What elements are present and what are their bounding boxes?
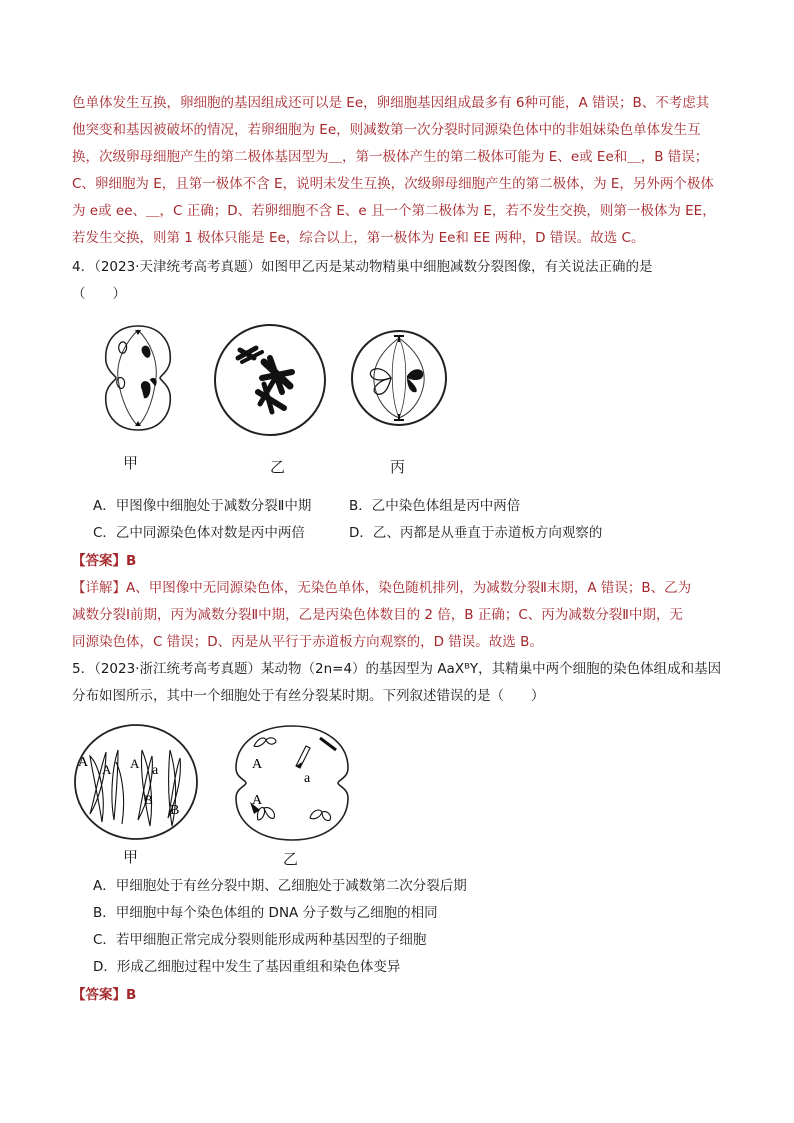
q4-cell-bing-figure xyxy=(349,328,449,428)
q4-caption-bing: 丙 xyxy=(390,458,406,476)
q3-explanation-line: 换，次级卵母细胞产生的第二极体基因型为＿，第一极体产生的第二极体可能为 E、e或 Ee和＿，B 错误； xyxy=(72,149,709,165)
q5-yi-label-A: A xyxy=(252,793,263,808)
q3-explanation-line: 色单体发生互换，卵细胞的基因组成还可以是 Ee，卵细胞基因组成最多有 6种可能，A 错误；B、不考虑其 xyxy=(72,95,710,111)
q5-cell-yi-figure xyxy=(230,722,354,844)
q4-cell-jia-figure xyxy=(98,322,178,434)
q4-option-a: A．甲图像中细胞处于减数分裂Ⅱ中期 xyxy=(93,498,312,514)
q5-caption-yi: 乙 xyxy=(283,850,299,868)
q5-yi-label-a: a xyxy=(304,771,311,786)
q4-detail-line: 同源染色体，C 错误；D、丙是从平行于赤道板方向观察的，D 错误。故选 B。 xyxy=(72,634,543,650)
q4-detail-line: 【详解】A、甲图像中无同源染色体，无染色单体，染色随机排列，为减数分裂Ⅱ末期，A 错误；B、乙为 xyxy=(72,580,692,596)
q5-yi-label-A: A xyxy=(252,757,263,772)
q5-stem: 5．（2023·浙江统考高考真题）某动物（2n=4）的基因型为 AaXᴮY，其精巢中两个细胞的染色体组成和基因 xyxy=(72,661,722,677)
q5-stem-cont: 分布如图所示，其中一个细胞处于有丝分裂某时期。下列叙述错误的是（ ） xyxy=(72,688,545,704)
q5-caption-jia: 甲 xyxy=(123,848,139,866)
q4-stem: 4．（2023·天津统考高考真题）如图甲乙丙是某动物精巢中细胞减数分裂图像，有关说法正确的是 xyxy=(72,259,653,275)
q5-jia-label-A: A xyxy=(102,762,112,777)
q4-caption-jia: 甲 xyxy=(123,454,139,472)
q5-jia-label-a: a xyxy=(152,763,159,778)
q3-explanation-line: 为 e或 ee、＿，C 正确；D、若卵细胞不含 E、e 且一个第二极体为 E，若不发生交换，则第一极体为 EE， xyxy=(72,203,716,219)
q4-option-b: B．乙中染色体组是丙中两倍 xyxy=(349,498,521,514)
q4-option-d: D．乙、丙都是从垂直于赤道板方向观察的 xyxy=(349,525,603,541)
q4-option-c: C．乙中同源染色体对数是丙中两倍 xyxy=(93,525,305,541)
q4-caption-yi: 乙 xyxy=(270,458,286,476)
q5-option-b: B．甲细胞中每个染色体组的 DNA 分子数与乙细胞的相同 xyxy=(93,905,438,921)
q5-option-d: D．形成乙细胞过程中发生了基因重组和染色体变异 xyxy=(93,959,401,975)
q5-answer: 【答案】B xyxy=(72,987,137,1003)
q5-jia-label-A: A xyxy=(130,756,140,771)
q3-explanation-line: C、卵细胞为 E，且第一极体不含 E，说明未发生互换，次级卵母细胞产生的第二极体，为 E，另外两个极体 xyxy=(72,176,714,192)
q5-option-c: C．若甲细胞正常完成分裂则能形成两种基因型的子细胞 xyxy=(93,932,427,948)
q4-answer: 【答案】B xyxy=(72,553,137,569)
q3-explanation-line: 他突变和基因被破坏的情况，若卵细胞为 Ee，则减数第一次分裂时同源染色体中的非姐妹染色单体发生互 xyxy=(72,122,701,138)
q5-jia-label-B: B xyxy=(144,792,153,807)
q4-detail-line: 减数分裂Ⅰ前期，丙为减数分裂Ⅱ中期，乙是丙染色体数目的 2 倍，B 正确；C、丙为减数分裂Ⅱ中期，无 xyxy=(72,607,683,623)
q5-jia-label-A: A xyxy=(78,755,89,770)
q4-cell-yi-figure xyxy=(212,322,328,438)
q5-cell-jia-figure xyxy=(72,722,200,842)
q5-jia-label-B: B xyxy=(170,803,180,818)
q5-option-a: A．甲细胞处于有丝分裂中期、乙细胞处于减数第二次分裂后期 xyxy=(93,878,467,894)
q4-stem-blank: （ ） xyxy=(72,286,126,302)
q3-explanation-line: 若发生交换，则第 1 极体只能是 Ee，综合以上，第一极体为 Ee和 EE 两种，D 错误。故选 C。 xyxy=(72,230,645,246)
